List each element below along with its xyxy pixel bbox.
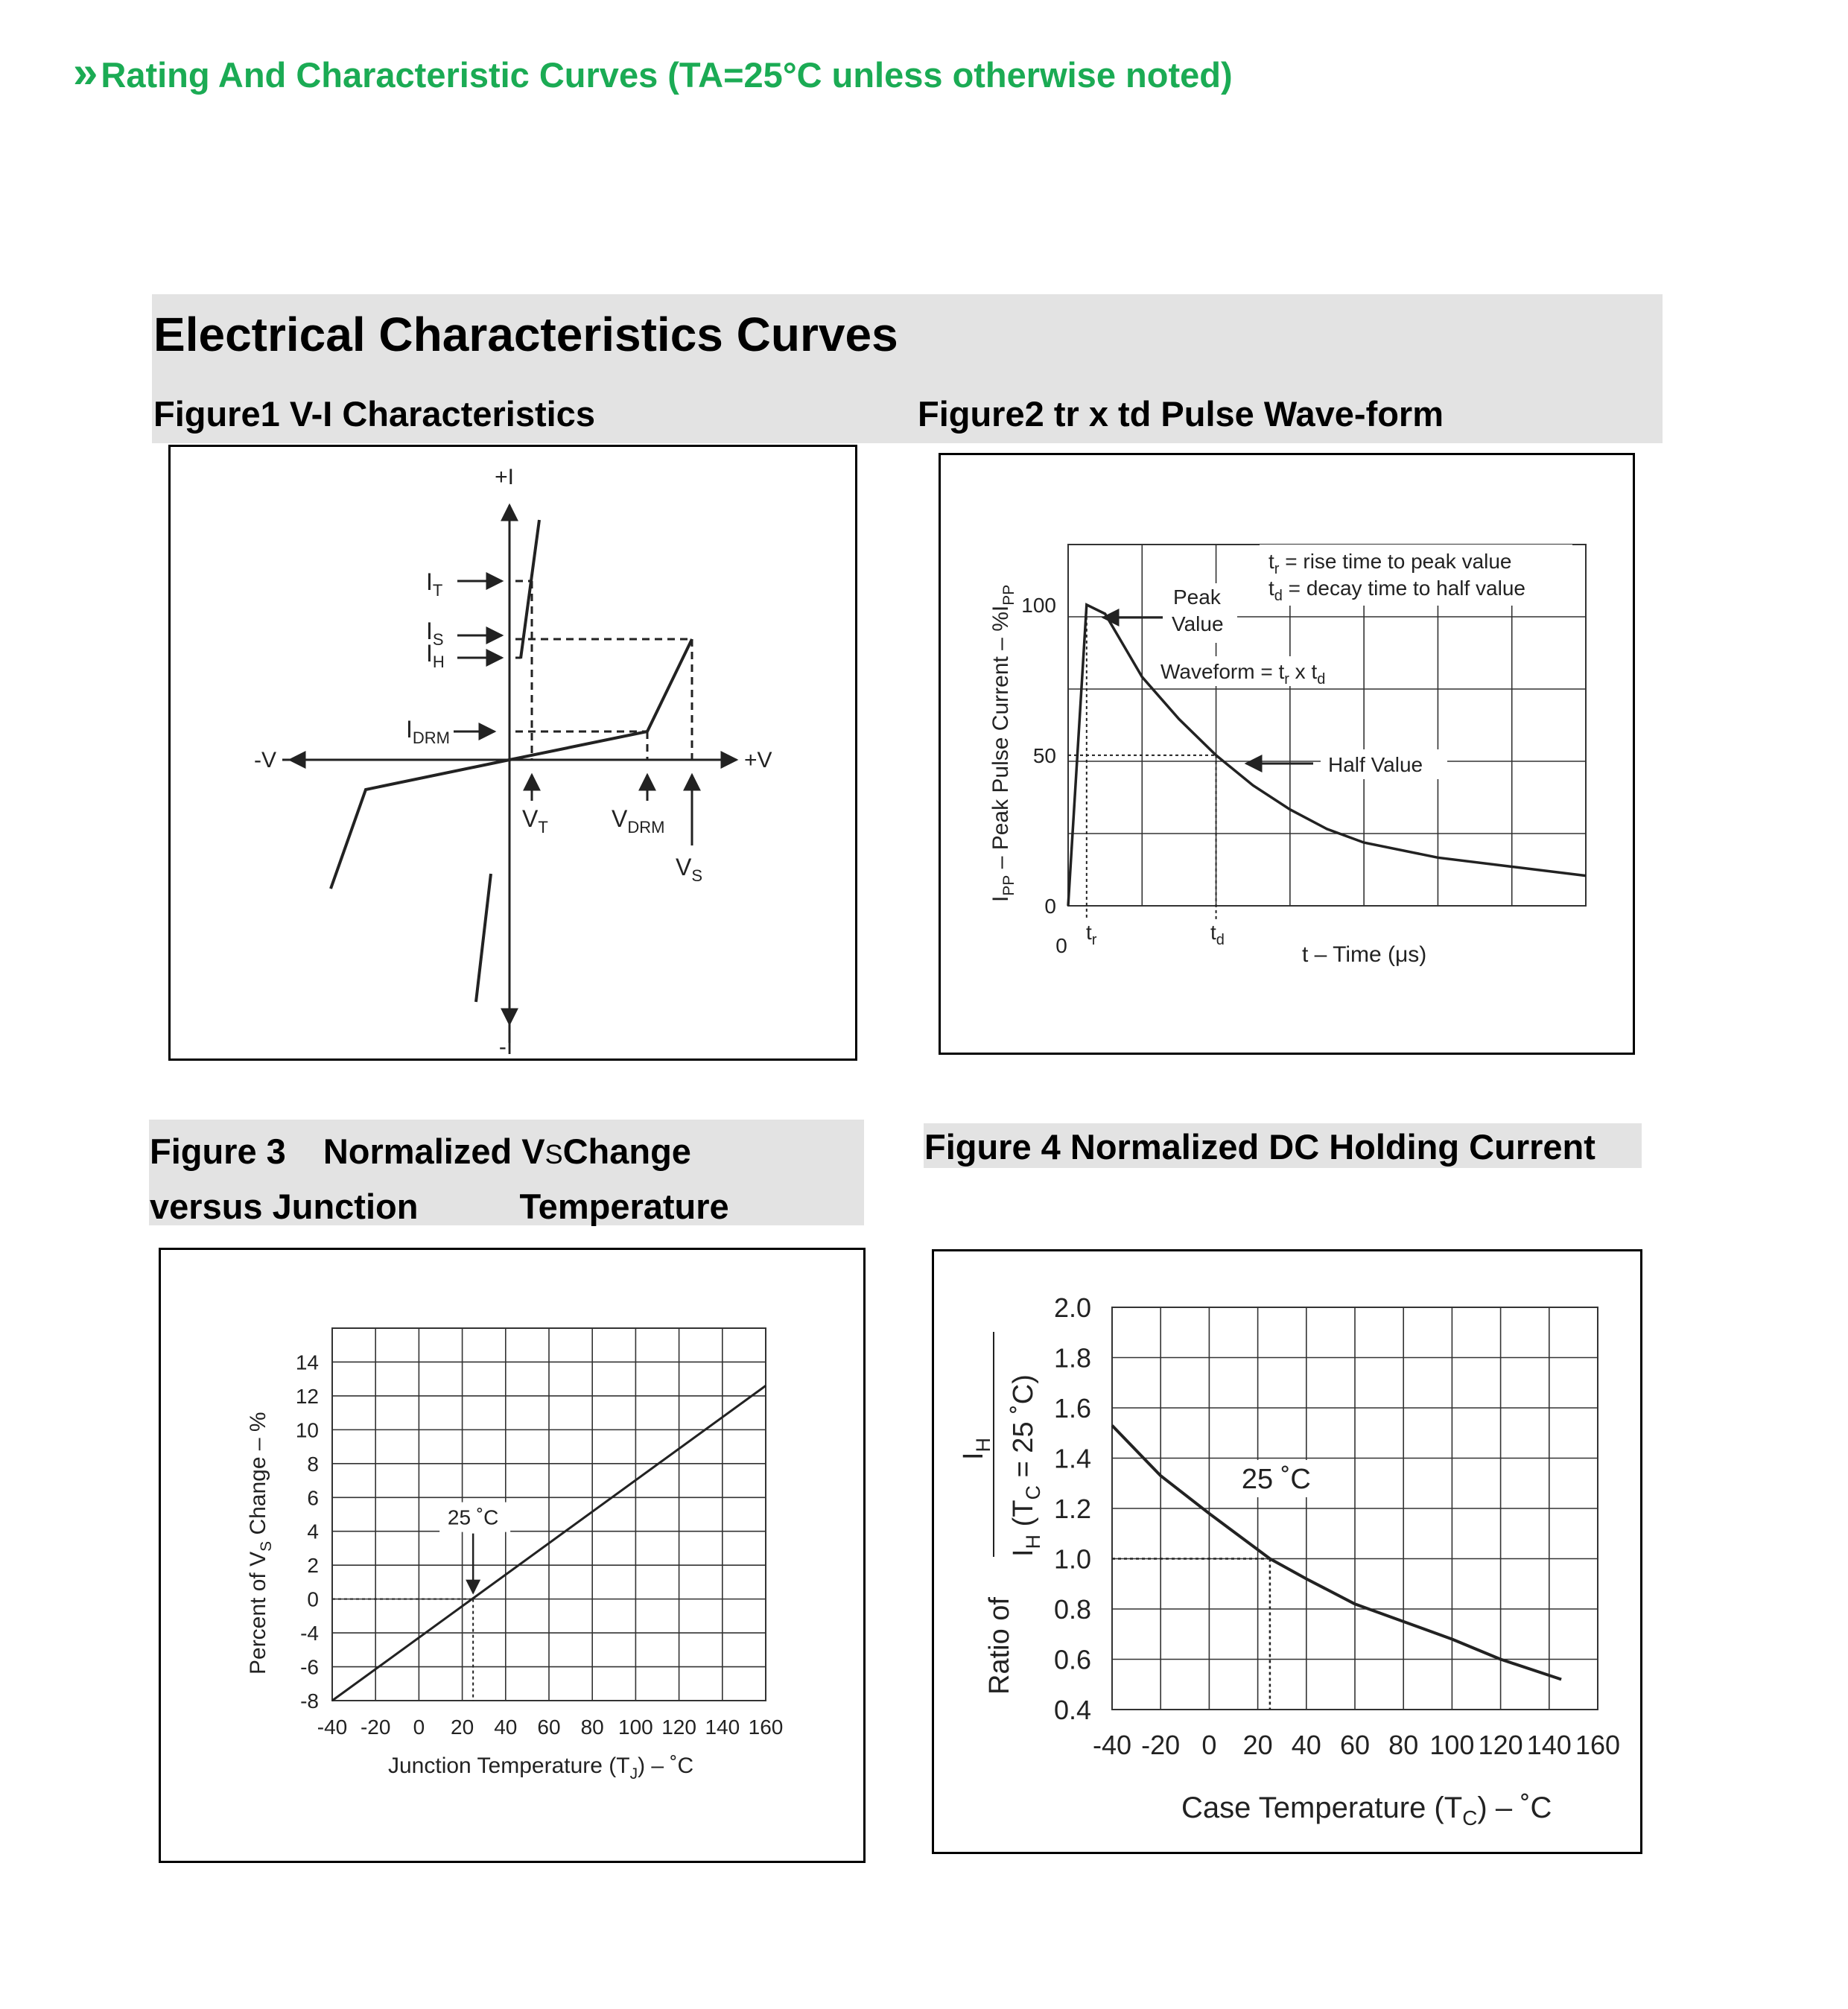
figure3-title-line2 <box>150 1186 729 1227</box>
fig3-xtick-label: 0 <box>413 1716 425 1739</box>
figure3-title-versus: versus Junction <box>150 1187 419 1226</box>
fig1-plus-i-label: +I <box>495 465 514 489</box>
fig2-peak-line1: Peak <box>1173 585 1221 609</box>
fig3-ytick-label: 4 <box>307 1520 319 1543</box>
fig4-ytick-label: 0.4 <box>1053 1695 1091 1725</box>
fig4-xtick-label: 0 <box>1201 1730 1217 1760</box>
figure1-frame <box>168 445 857 1061</box>
fig4-ytick-label: 0.8 <box>1053 1594 1091 1625</box>
fig3-ytick-label: -6 <box>300 1655 319 1679</box>
fig1-label-vs <box>676 775 702 885</box>
fig4-ytick-label: 1.8 <box>1053 1342 1091 1374</box>
fig3-ytick-label: 0 <box>307 1587 319 1611</box>
fig4-annotation-label: 25 ˚C <box>1241 1464 1311 1495</box>
fig3-xtick-label: 140 <box>705 1716 740 1739</box>
fig3-ytick-label: 10 <box>295 1418 319 1442</box>
fig4-ylabel-denominator: $I_H$ ($T_C = 25$ ˚C) <box>1008 1374 1044 1557</box>
fig1-forward-curve <box>509 639 692 760</box>
fig1-reverse-curve <box>331 760 509 889</box>
fig3-ytick-label: 14 <box>295 1351 319 1374</box>
fig1-label-vdrm <box>612 775 664 837</box>
fig2-legend-td: $t_d$ = decay time to half value <box>1268 577 1525 604</box>
figure3-title-sub: S <box>544 1139 563 1169</box>
fig4-ytick-label: 0.6 <box>1053 1644 1091 1675</box>
fig1-minus-i-label: -I <box>498 1035 513 1059</box>
fig3-ticks <box>296 1351 784 1739</box>
figure4-chart <box>934 1251 1645 1856</box>
fig3-ytick-label: -4 <box>300 1622 319 1645</box>
figure3-frame <box>159 1248 866 1863</box>
fig2-half-value: Half Value <box>1328 753 1423 776</box>
figure4-title: Figure 4 Normalized DC Holding Current <box>924 1127 1595 1167</box>
fig2-td-label: $t_d$ <box>1210 921 1225 948</box>
fig3-xtick-label: 60 <box>537 1716 561 1739</box>
fig3-ytick-label: -8 <box>300 1689 319 1713</box>
fig2-ytick-label: 50 <box>1032 743 1056 767</box>
fig4-xtick-label: 80 <box>1388 1730 1419 1760</box>
fig3-xtick-label: 20 <box>451 1716 474 1739</box>
fig4-xtick-label: -40 <box>1092 1730 1132 1760</box>
fig1-plus-v-label: +V <box>744 748 772 772</box>
fig3-xtick-label: -20 <box>360 1716 391 1739</box>
fig2-x-origin: 0 <box>1055 934 1067 957</box>
figure1-chart <box>171 447 860 1063</box>
fig4-xtick-label: 60 <box>1339 1730 1371 1760</box>
svg-text:IH: $I_H$ <box>426 640 445 671</box>
fig4-ytick-label: 2.0 <box>1053 1292 1091 1323</box>
fig4-xtick-label: 160 <box>1575 1730 1621 1760</box>
fig2-legend-tr: $t_r$ = rise time to peak value <box>1268 550 1512 577</box>
chevron-icon: » <box>73 47 98 97</box>
fig2-ytick-label: 0 <box>1044 895 1056 918</box>
fig2-ylabel: $I_{PP}$ – Peak Pulse Current – $\%I_{PP}$ <box>988 584 1017 902</box>
fig1-on-state-curve <box>521 520 539 658</box>
fig1-label-vt <box>522 775 548 837</box>
fig3-xtick-label: 100 <box>618 1716 653 1739</box>
fig4-xlabel: Case Temperature $(T_C)$ – ˚C <box>1181 1791 1552 1829</box>
fig4-grid <box>1112 1307 1598 1710</box>
fig1-label-it <box>426 568 502 600</box>
fig4-series-line <box>1112 1426 1561 1680</box>
fig2-xlabel: t – Time (μs) <box>1302 942 1427 967</box>
fig2-marks <box>1021 594 1586 919</box>
svg-text:VS: $V_S$ <box>676 854 703 885</box>
figure3-title-normalized: Normalized V <box>323 1132 545 1171</box>
svg-text:IS: $I_S$ <box>426 618 444 649</box>
fig4-ylabel-ratio: Ratio of <box>984 1597 1015 1695</box>
figure2-chart <box>941 455 1637 1057</box>
page-header-title: Rating And Characteristic Curves (TA=25°C unless otherwise noted) <box>101 55 1233 95</box>
fig4-ticks <box>1054 1292 1620 1760</box>
fig3-xlabel: Junction Temperature $(T_J)$ – ˚C <box>388 1753 694 1783</box>
figure3-chart <box>161 1250 868 1865</box>
fig2-peak-line2: Value <box>1172 612 1224 635</box>
fig4-xtick-label: 140 <box>1526 1730 1572 1760</box>
figure4-frame <box>932 1249 1642 1854</box>
fig3-xtick-label: 40 <box>494 1716 518 1739</box>
fig4-ytick-label: 1.2 <box>1053 1494 1091 1524</box>
fig3-xtick-label: -40 <box>317 1716 348 1739</box>
fig4-marks <box>1112 1426 1561 1710</box>
fig1-label-idrm <box>406 716 495 747</box>
figure1-title: Figure1 V-I Characteristics <box>153 394 595 434</box>
fig4-xtick-label: 20 <box>1242 1730 1273 1760</box>
fig3-ylabel: Percent of $V_S$ Change – % <box>246 1412 275 1675</box>
fig4-ytick-label: 1.0 <box>1053 1543 1091 1575</box>
section-title: Electrical Characteristics Curves <box>153 308 898 361</box>
fig1-label-is <box>426 618 502 649</box>
fig3-xtick-label: 120 <box>661 1716 696 1739</box>
fig3-ytick-label: 12 <box>295 1384 319 1408</box>
fig3-annotation-label: 25 ˚C <box>447 1505 499 1529</box>
page-header <box>73 46 1233 98</box>
svg-text:IDRM: $I_{DRM}$ <box>406 716 450 747</box>
svg-text:IT: $I_T$ <box>426 568 443 600</box>
fig3-xtick-label: 80 <box>580 1716 604 1739</box>
fig4-xtick-label: -20 <box>1141 1730 1181 1760</box>
fig3-grid <box>332 1328 766 1701</box>
fig1-minus-v-label: -V <box>254 748 276 772</box>
svg-text:VT: $V_T$ <box>522 805 548 837</box>
fig1-reverse-on-curve <box>476 874 491 1002</box>
figure2-frame <box>939 453 1635 1055</box>
fig4-ylabel-numerator: $I_H$ <box>958 1437 994 1460</box>
fig4-xtick-label: 40 <box>1291 1730 1321 1760</box>
fig2-waveform-label: Waveform = $t_r$ x $t_d$ <box>1160 660 1326 688</box>
fig4-xtick-label: 100 <box>1429 1730 1475 1760</box>
figure3-title-prefix: Figure 3 <box>150 1132 286 1171</box>
fig3-ytick-label: 6 <box>307 1486 319 1510</box>
svg-text:VDRM: $V_{DRM}$ <box>612 805 665 837</box>
figure2-title: Figure2 tr x td Pulse Wave-form <box>918 394 1444 434</box>
figure3-title-change: Change <box>562 1132 691 1171</box>
fig4-xtick-label: 120 <box>1478 1730 1523 1760</box>
figure3-title-temperature: Temperature <box>519 1187 729 1226</box>
fig2-ytick-label: 100 <box>1021 593 1056 617</box>
fig2-tr-label: $t_r$ <box>1086 921 1097 948</box>
fig4-ytick-label: 1.6 <box>1053 1393 1091 1424</box>
fig4-ytick-label: 1.4 <box>1053 1443 1091 1474</box>
figure3-title-line1 <box>150 1131 691 1172</box>
fig3-xtick-label: 160 <box>748 1716 784 1739</box>
fig3-ytick-label: 8 <box>307 1452 319 1476</box>
fig3-ytick-label: 2 <box>307 1554 319 1578</box>
